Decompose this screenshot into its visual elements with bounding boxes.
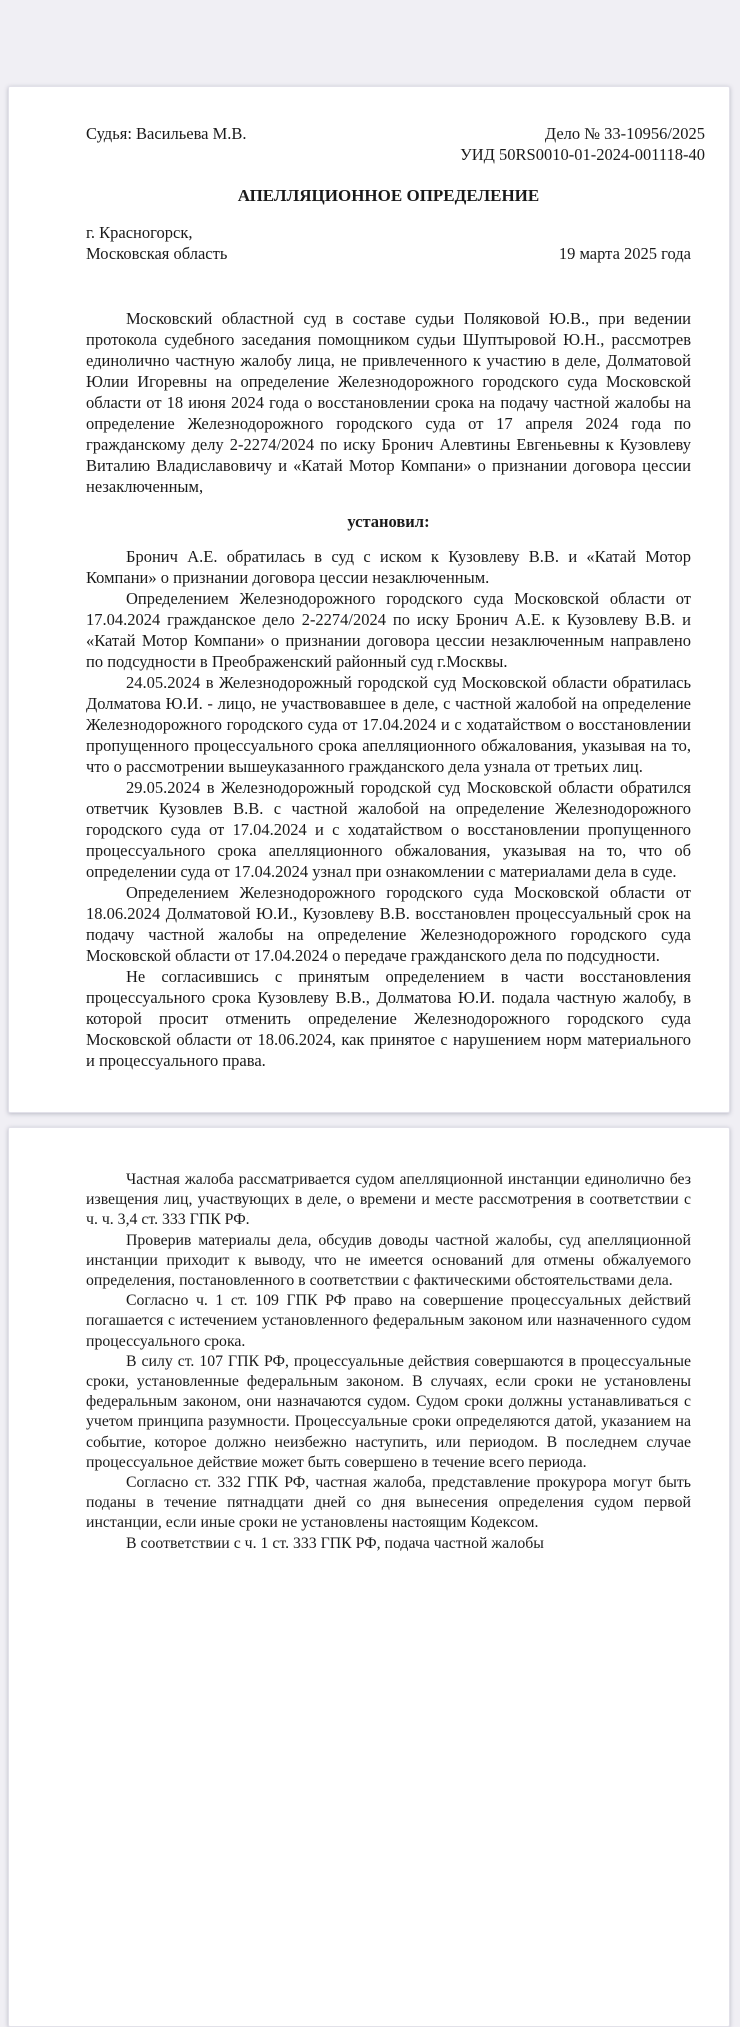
document-page-2 <box>8 1127 730 2027</box>
case-number: Дело № 33-10956/2025 <box>544 124 705 143</box>
place-region: Московская область <box>86 244 228 263</box>
intro-paragraph: Московский областной суд в составе судьи Поляковой Ю.В., при ведении протокола судебного заседания помощником судьи Шуптыровой Ю.Н., рассмотрев единолично частную жалобу лица, не привлеченного к участию в деле, Долматовой Юлии Игоревны на определение Железнодорожного городского суда Московской области от 18 июня 2024 года о восстановлении срока на подачу частной жалобы на определение Железнодорожного городского суда от 17 апреля 2024 года по гражданскому делу 2-2274/2024 по иску Бронич Алевтины Евгеньевны к Кузовлеву Виталию Владиславовичу и «Катай Мотор Компани» о признании договора цессии незаключенным, <box>86 309 691 496</box>
place-city: г. Красногорск, <box>86 223 193 242</box>
place-date-row <box>86 222 691 264</box>
document-page-1 <box>8 86 730 1113</box>
paragraph: Определением Железнодорожного городского суда Московской области от 17.04.2024 гражданское дело 2-2274/2024 по иску Бронич А.Е. к Кузовлеву В.В. и «Катай Мотор Компани» о признании договора цессии незаключенным направлено по подсудности в Преображенский районный суд г.Москвы. <box>86 589 691 671</box>
case-info-block <box>460 123 705 165</box>
document-title: АПЕЛЛЯЦИОННОЕ ОПРЕДЕЛЕНИЕ <box>237 186 540 205</box>
paragraph-partial: В соответствии с ч. 1 ст. 333 ГПК РФ, подача частной жалобы <box>126 1534 544 1552</box>
paragraph: Частная жалоба рассматривается судом апелляционной инстанции единолично без извещения лиц, участвующих в деле, о времени и месте рассмотрения в соответствии с ч. ч. 3,4 ст. 333 ГПК РФ. <box>86 1171 691 1229</box>
paragraph: Согласно ч. 1 ст. 109 ГПК РФ право на совершение процессуальных действий погашается с истечением установленного федеральным законом или назначенного судом процессуального срока. <box>86 1292 691 1350</box>
document-header <box>86 123 705 165</box>
section-heading-ustanovil: установил: <box>347 512 430 531</box>
paragraph: 24.05.2024 в Железнодорожный городской суд Московской области обратилась Долматова Ю.И. - лицо, не участвовавшее в деле, с частной жалобой на определение Железнодорожного городского суда от 17.04.2024 и с ходатайством о восстановлении пропущенного процессуального срока апелляционного обжалования, указывая на то, что о рассмотрении вышеуказанного гражданского дела узнала от третьих лиц. <box>86 673 691 776</box>
paragraph: В силу ст. 107 ГПК РФ, процессуальные действия совершаются в процессуальные сроки, установленные федеральным законом. В случаях, если сроки не установлены федеральным законом, они назначаются судом. Судом сроки должны устанавливаться с учетом принципа разумности. Процессуальные сроки определяются датой, указанием на событие, которое должно неизбежно наступить, или периодом. В последнем случае процессуальное действие может быть совершено в течение всего периода. <box>86 1352 691 1471</box>
paragraph: Бронич А.Е. обратилась в суд с иском к Кузовлеву В.В. и «Катай Мотор Компани» о признании договора цессии незаключенным. <box>86 547 691 587</box>
case-uid: УИД 50RS0010-01-2024-001118-40 <box>460 145 705 164</box>
paragraph: Не согласившись с принятым определением в части восстановления процессуального срока Кузовлеву В.В., Долматова Ю.И. подала частную жалобу, в которой просит отменить определение Железнодорожного городского суда Московской области от 18.06.2024, как принятое с нарушением норм материального и процессуального права. <box>86 967 691 1070</box>
judge-line: Судья: Васильева М.В. <box>86 124 247 143</box>
document-date: 19 марта 2025 года <box>558 244 691 263</box>
place-block <box>86 222 227 264</box>
paragraph: Определением Железнодорожного городского суда Московской области от 18.06.2024 Долматовой Ю.И., Кузовлеву В.В. восстановлен процессуальный срок на подачу частной жалобы на определение Железнодорожного городского суда Московской области от 17.04.2024 о передаче гражданского дела по подсудности. <box>86 883 691 965</box>
paragraph: Проверив материалы дела, обсудив доводы частной жалобы, суд апелляционной инстанции приходит к выводу, что не имеется оснований для отмены обжалуемого определения, постановленного в соответствии с фактическими обстоятельствами дела. <box>86 1231 691 1290</box>
paragraph: Согласно ст. 332 ГПК РФ, частная жалоба, представление прокурора могут быть поданы в течение пятнадцати дней со дня вынесения определения судом первой инстанции, если иные сроки не установлены настоящим Кодексом. <box>86 1474 691 1532</box>
paragraph: 29.05.2024 в Железнодорожный городской суд Московской области обратился ответчик Кузовлев В.В. с частной жалобой на определение Железнодорожного городского суда от 17.04.2024 и с ходатайством о восстановлении пропущенного процессуального срока апелляционного обжалования, указывая на то, что об определении суда от 17.04.2024 узнал при ознакомлении с материалами дела в суде. <box>86 778 691 881</box>
